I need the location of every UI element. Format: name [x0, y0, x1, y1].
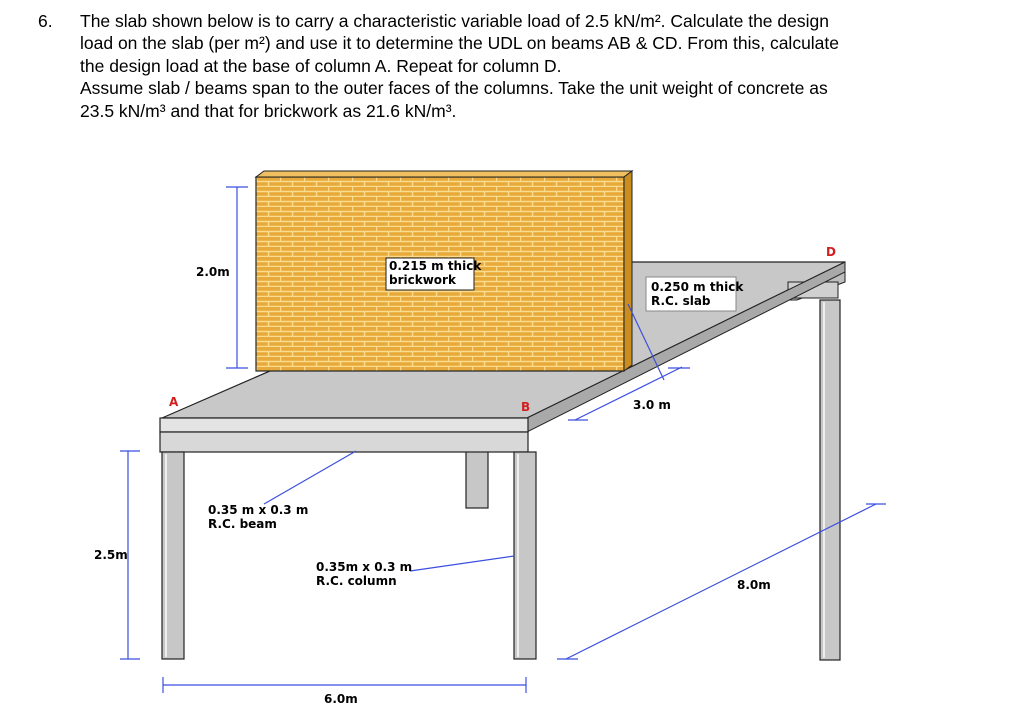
dim-wall-height: 2.0m [196, 265, 230, 279]
dim-slab-width: 3.0 m [633, 398, 671, 412]
question-number: 6. [38, 11, 53, 31]
column-c [466, 448, 488, 508]
dim-span-ab: 6.0m [324, 692, 358, 706]
slab-label-2: R.C. slab [651, 294, 711, 308]
beam-label-2: R.C. beam [208, 517, 277, 531]
question-line-3: the design load at the base of column A. Repeat for column D. [80, 56, 562, 76]
point-label-a: A [169, 395, 179, 409]
point-label-d: D [826, 245, 836, 259]
question-line-4: Assume slab / beams span to the outer faces of the columns. Take the unit weight of concrete as [80, 78, 828, 98]
column-label-2: R.C. column [316, 574, 397, 588]
point-label-b: B [521, 400, 531, 414]
question-line-1: The slab shown below is to carry a characteristic variable load of 2.5 kN/m². Calculate the design [80, 11, 829, 31]
dim-span-bd: 8.0m [737, 578, 771, 592]
slab-label-1: 0.250 m thick [651, 280, 744, 294]
question-line-2: load on the slab (per m²) and use it to determine the UDL on beams AB & CD. From this, calculate [80, 33, 840, 53]
beam-ab [160, 418, 528, 432]
dim-column-height: 2.5m [94, 548, 128, 562]
brickwork-label-1: 0.215 m thick [389, 259, 482, 273]
column-label-1: 0.35m x 0.3 m [316, 560, 413, 574]
beam-label-1: 0.35 m x 0.3 m [208, 503, 309, 517]
brickwork-label-2: brickwork [389, 273, 456, 287]
question-line-5: 23.5 kN/m³ and that for brickwork as 21.6 kN/m³. [80, 101, 457, 121]
